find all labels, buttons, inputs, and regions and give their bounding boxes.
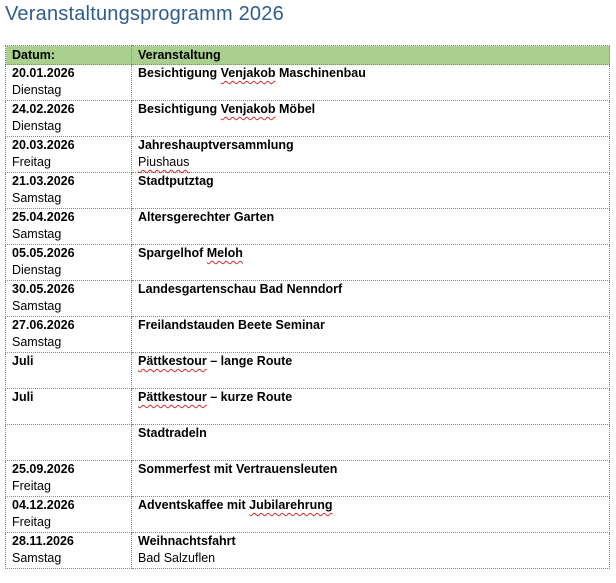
event-date: 21.03.2026 — [12, 174, 75, 188]
table-row — [6, 353, 610, 389]
table-row — [6, 281, 610, 317]
date-cell — [6, 137, 132, 173]
event-title: Adventskaffee mit Jubilarehrung — [138, 498, 333, 512]
event-weekday: Dienstag — [12, 119, 62, 133]
event-date: 30.05.2026 — [12, 282, 75, 296]
table-row — [6, 137, 610, 173]
table-row — [6, 245, 610, 281]
event-cell — [132, 281, 610, 317]
date-cell — [6, 173, 132, 209]
event-cell — [132, 461, 610, 497]
event-cell — [132, 101, 610, 137]
date-cell — [6, 389, 132, 425]
event-date: 25.09.2026 — [12, 462, 75, 476]
event-location: Bad Salzuflen — [138, 551, 216, 565]
event-weekday: Freitag — [12, 479, 51, 493]
table-row — [6, 497, 610, 533]
event-cell — [132, 353, 610, 389]
table-row — [6, 209, 610, 245]
event-date: 24.02.2026 — [12, 102, 75, 116]
event-date: 28.11.2026 — [12, 534, 74, 548]
event-date: Juli — [12, 354, 34, 368]
spellcheck-word: Venjakob — [220, 66, 276, 80]
table-row — [6, 317, 610, 353]
table-row — [6, 533, 610, 569]
event-title: Besichtigung Venjakob Möbel — [138, 102, 316, 116]
page-title: Veranstaltungsprogramm 2026 — [5, 3, 284, 25]
event-title: Stadtputztag — [138, 174, 214, 188]
event-weekday: Dienstag — [12, 83, 62, 97]
event-weekday: Dienstag — [12, 263, 62, 277]
event-weekday: Samstag — [12, 227, 62, 241]
date-cell — [6, 425, 132, 461]
event-cell — [132, 65, 610, 101]
event-title: Besichtigung Venjakob Maschinenbau — [138, 66, 366, 80]
event-title: Weihnachtsfahrt — [138, 534, 236, 548]
event-title: Pättkestour – kurze Route — [138, 390, 293, 404]
table-row — [6, 425, 610, 461]
header-date: Datum: — [6, 46, 132, 65]
event-title: Freilandstauden Beete Seminar — [138, 318, 325, 332]
event-weekday: Samstag — [12, 551, 62, 565]
table-row — [6, 101, 610, 137]
event-title: Jahreshauptversammlung — [138, 138, 294, 152]
date-cell — [6, 65, 132, 101]
date-cell — [6, 461, 132, 497]
table-header-row — [6, 46, 610, 65]
event-title: Landesgartenschau Bad Nenndorf — [138, 282, 343, 296]
event-cell — [132, 173, 610, 209]
header-event: Veranstaltung — [132, 46, 610, 65]
event-date: 20.03.2026 — [12, 138, 75, 152]
event-date: 04.12.2026 — [12, 498, 75, 512]
event-date: Juli — [12, 390, 34, 404]
event-date: 05.05.2026 — [12, 246, 75, 260]
event-table — [5, 45, 610, 569]
spellcheck-word: Pättkestour — [138, 390, 207, 404]
event-title: Stadtradeln — [138, 426, 207, 440]
event-cell — [132, 533, 610, 569]
table-row — [6, 65, 610, 101]
event-weekday: Samstag — [12, 191, 62, 205]
event-cell — [132, 209, 610, 245]
date-cell — [6, 281, 132, 317]
table-row — [6, 173, 610, 209]
event-cell — [132, 137, 610, 173]
date-cell — [6, 317, 132, 353]
event-cell — [132, 497, 610, 533]
event-weekday: Samstag — [12, 335, 62, 349]
table-row — [6, 461, 610, 497]
spellcheck-word: Meloh — [206, 246, 243, 260]
event-date: 25.04.2026 — [12, 210, 75, 224]
date-cell — [6, 245, 132, 281]
date-cell — [6, 209, 132, 245]
spellcheck-word: Venjakob — [220, 102, 276, 116]
event-weekday: Samstag — [12, 299, 62, 313]
event-title: Sommerfest mit Vertrauensleuten — [138, 462, 338, 476]
event-title: Altersgerechter Garten — [138, 210, 275, 224]
event-title: Pättkestour – lange Route — [138, 354, 293, 368]
event-cell — [132, 317, 610, 353]
event-cell — [132, 389, 610, 425]
table-row — [6, 389, 610, 425]
event-date: 20.01.2026 — [12, 66, 75, 80]
date-cell — [6, 353, 132, 389]
event-weekday: Freitag — [12, 155, 51, 169]
date-cell — [6, 497, 132, 533]
date-cell — [6, 101, 132, 137]
spellcheck-word: Jubilarehrung — [249, 498, 333, 512]
event-cell — [132, 425, 610, 461]
event-location: Piushaus — [138, 155, 190, 169]
event-cell — [132, 245, 610, 281]
spellcheck-word: Pättkestour — [138, 354, 207, 368]
event-weekday: Freitag — [12, 515, 51, 529]
event-date: 27.06.2026 — [12, 318, 75, 332]
date-cell — [6, 533, 132, 569]
event-title: Spargelhof Meloh — [138, 246, 243, 260]
